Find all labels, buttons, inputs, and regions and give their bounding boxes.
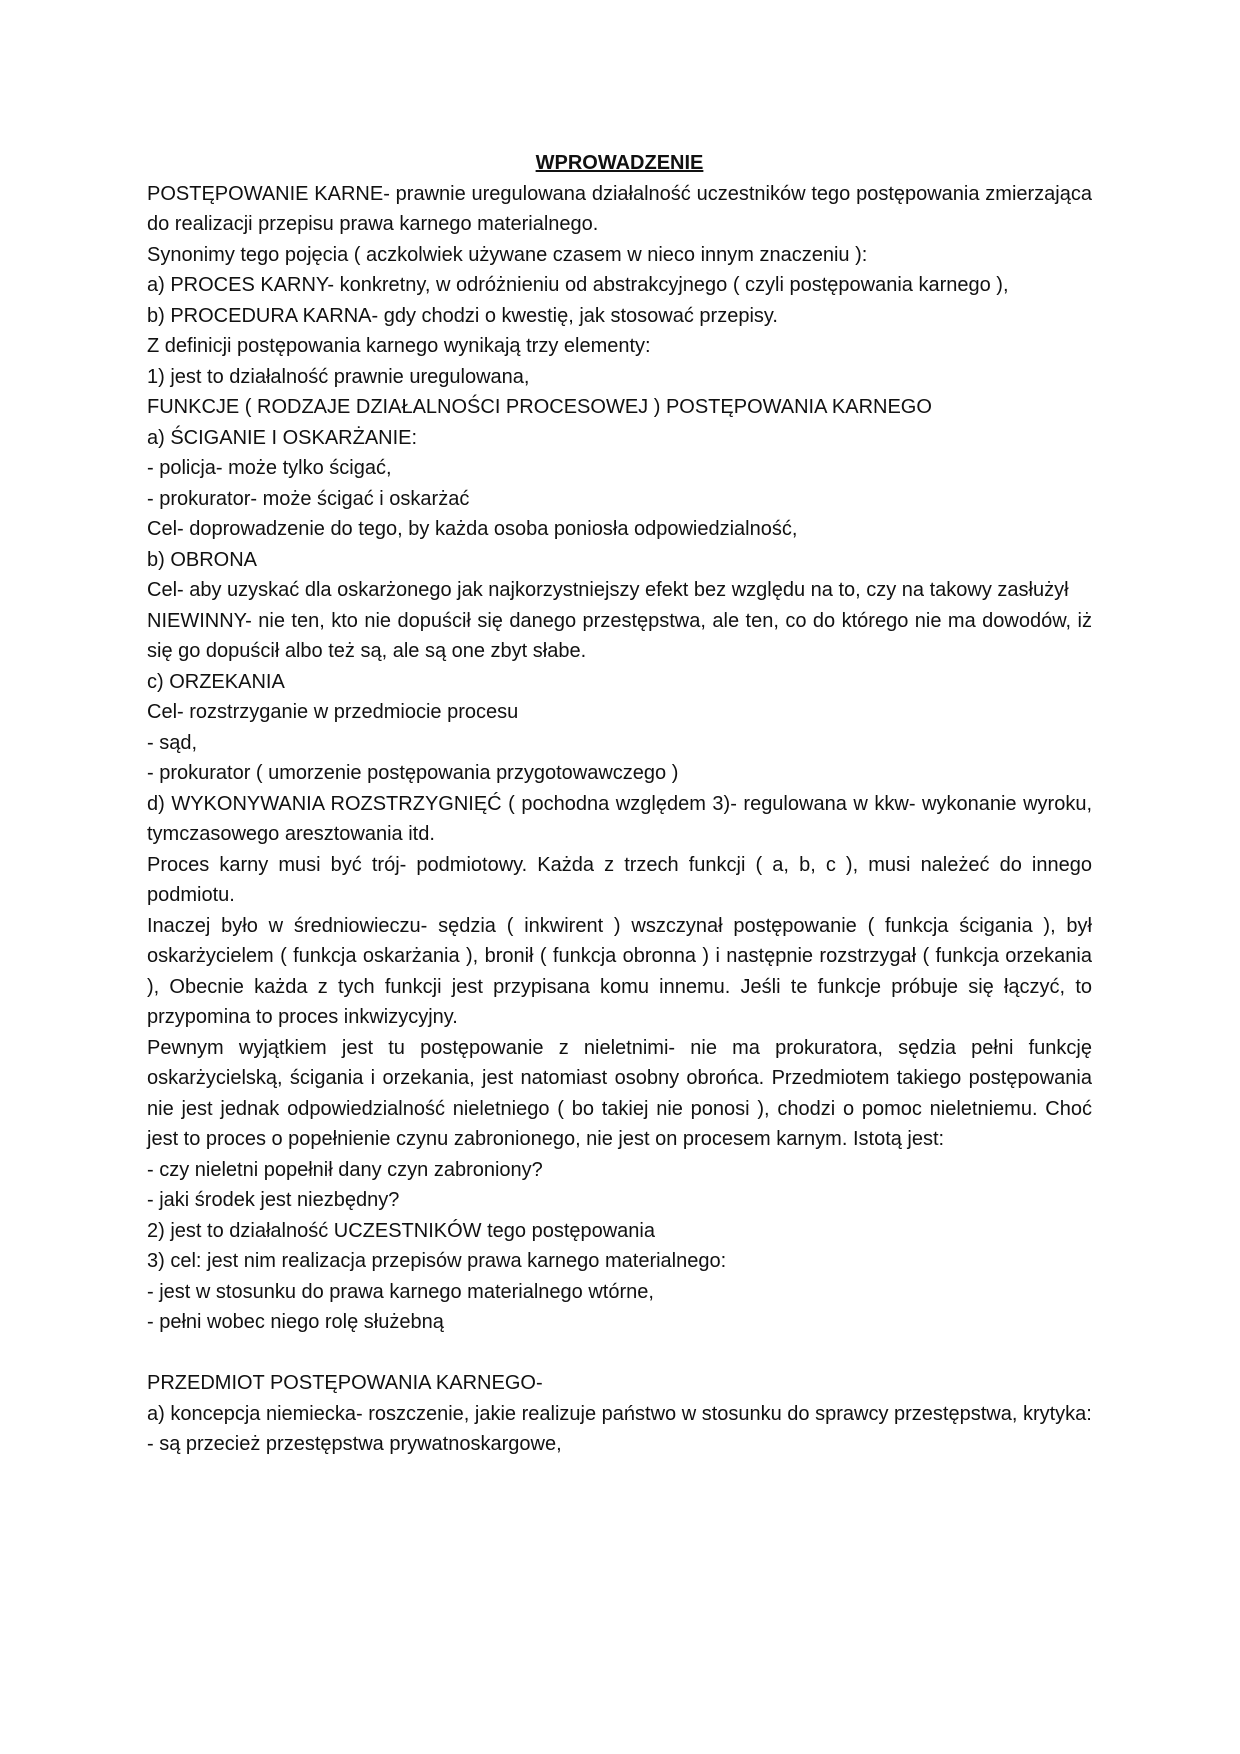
text-line: 1) jest to działalność prawnie uregulowana,	[147, 365, 530, 388]
document-body	[147, 179, 1092, 1460]
paragraph: Cel- aby uzyskać dla oskarżonego jak najkorzystniejszy efekt bez względu na to, czy na takowy zasłużył	[147, 579, 1069, 601]
text-line: - policja- może tylko ścigać,	[147, 457, 392, 479]
text-line: c) ORZEKANIA	[147, 670, 285, 693]
text-line: - czy nieletni popełnił dany czyn zabroniony?	[147, 1158, 543, 1181]
paragraph: a) koncepcja niemiecka- roszczenie, jakie realizuje państwo w stosunku do sprawcy przestępstwa, krytyka:	[147, 1402, 1092, 1425]
text-line: Cel- doprowadzenie do tego, by każda osoba poniosła odpowiedzialność,	[147, 518, 798, 540]
document-content	[147, 148, 1092, 1460]
paragraph: d) WYKONYWANIA ROZSTRZYGNIĘĆ ( pochodna względem 3)- regulowana w kkw- wykonanie wyroku, tymczasowego aresztowania itd.	[147, 792, 1092, 845]
text-line: - prokurator- może ścigać i oskarżać	[147, 487, 470, 510]
text-line: a) ŚCIGANIE I OSKARŻANIE:	[147, 426, 418, 449]
paragraph: Proces karny musi być trój- podmiotowy. Każda z trzech funkcji ( a, b, c ), musi należeć do innego podmiotu.	[147, 853, 1092, 906]
blank-line	[147, 1338, 1092, 1369]
text-line: - jest w stosunku do prawa karnego materialnego wtórne,	[147, 1280, 654, 1303]
text-line: Synonimy tego pojęcia ( aczkolwiek używane czasem w nieco innym znaczeniu ):	[147, 243, 868, 266]
paragraph: Inaczej było w średniowieczu- sędzia ( inkwirent ) wszczynał postępowanie ( funkcja ścigania ), był oskarżycielem ( funkcja oskarżania ), bronił ( funkcja obronna ) i następnie rozstrzygał ( funkcja orzekania ), Obecnie każda z tych funkcji jest przypisana komu innemu. Jeśli te funkcje próbuje się łączyć, to przypomina to proces inkwizycyjny.	[147, 914, 1092, 1028]
text-line: Z definicji postępowania karnego wynikają trzy elementy:	[147, 335, 651, 357]
text-line: - sąd,	[147, 731, 198, 754]
paragraph: POSTĘPOWANIE KARNE- prawnie uregulowana działalność uczestników tego postępowania zmierzająca do realizacji przepisu prawa karnego materialnego.	[147, 182, 1092, 235]
text-line: 3) cel: jest nim realizacja przepisów prawa karnego materialnego:	[147, 1250, 727, 1272]
paragraph: Pewnym wyjątkiem jest tu postępowanie z nieletnimi- nie ma prokuratora, sędzia pełni funkcję oskarżycielską, ścigania i orzekania, jest natomiast osobny obrońca. Przedmiotem takiego postępowania nie jest jednak odpowiedzialność nieletniego ( bo takiej nie ponosi ), chodzi o pomoc nieletniemu. Choć jest to proces o popełnienie czynu zabronionego, nie jest on procesem karnym. Istotą jest:	[147, 1036, 1092, 1150]
text-line: Cel- rozstrzyganie w przedmiocie procesu	[147, 701, 519, 723]
text-line: b) OBRONA	[147, 548, 258, 571]
text-line: - są przecież przestępstwa prywatnoskargowe,	[147, 1433, 562, 1455]
text-line: 2) jest to działalność UCZESTNIKÓW tego postępowania	[147, 1219, 655, 1242]
text-line: - prokurator ( umorzenie postępowania przygotowawczego )	[147, 762, 679, 784]
text-line: PRZEDMIOT POSTĘPOWANIA KARNEGO-	[147, 1372, 543, 1394]
text-line: - pełni wobec niego rolę służebną	[147, 1311, 444, 1333]
text-line: FUNKCJE ( RODZAJE DZIAŁALNOŚCI PROCESOWEJ ) POSTĘPOWANIA KARNEGO	[147, 396, 932, 418]
text-line: b) PROCEDURA KARNA- gdy chodzi o kwestię, jak stosować przepisy.	[147, 304, 778, 327]
paragraph: NIEWINNY- nie ten, kto nie dopuścił się danego przestępstwa, ale ten, co do którego nie ma dowodów, iż się go dopuścił albo też są, ale są one zbyt słabe.	[147, 609, 1092, 662]
text-line: - jaki środek jest niezbędny?	[147, 1189, 400, 1211]
paragraph: a) PROCES KARNY- konkretny, w odróżnieniu od abstrakcyjnego ( czyli postępowania karnego ),	[147, 274, 1009, 296]
document-title: WPROWADZENIE	[535, 152, 704, 174]
